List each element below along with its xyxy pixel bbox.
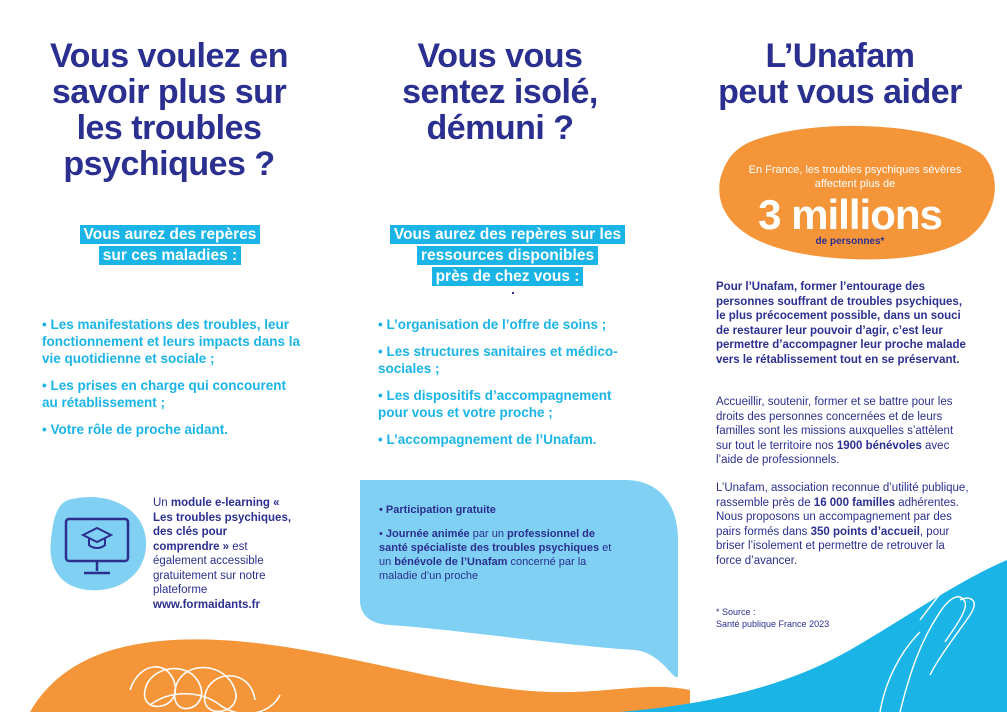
card-text-part: par un — [469, 528, 507, 540]
card-text-part: et un — [379, 542, 612, 568]
association-paragraph — [716, 481, 971, 568]
card-item-day — [379, 527, 619, 583]
col1-highlight-line: Vous aurez des repères — [80, 225, 261, 244]
col1-title-line: les troubles — [76, 109, 262, 147]
mission-paragraph: Pour l’Unafam, former l’entourage des personnes souffrant de troubles psychiques, le plus précocement possible, dans un souci de restaurer leur pouvoir d’agir, c’est leur permettre d’accompagner leur proche malade vers le rétablissement tout en se préservant. — [716, 281, 966, 366]
volunteers-paragraph — [716, 395, 971, 468]
volunteers-count: 1900 bénévoles — [836, 439, 922, 452]
card-item-free: • Participation gratuite — [379, 504, 496, 516]
list-item: • Votre rôle de proche aidant. — [42, 422, 229, 437]
stat-unit: de personnes* — [815, 236, 885, 247]
col1-title-line: savoir plus sur — [51, 73, 287, 111]
computer-icon — [48, 495, 148, 593]
card-text-part: bénévole de l’Unafam — [394, 556, 508, 568]
stat-intro: En France, les troubles psychiques sévères affectent plus de — [748, 164, 962, 190]
source-line: Santé publique France 2023 — [716, 619, 830, 629]
card-text-part: professionnel de santé spécialiste des troubles psychiques — [379, 528, 600, 554]
card-text-part: Journée animée — [385, 528, 470, 540]
paragraph-part: adhérentes. Nous proposons un accompagnement par des pairs formés dans — [716, 496, 959, 538]
list-item: • Les structures sanitaires et médico-sociales ; — [378, 344, 618, 376]
source-line: * Source : — [716, 607, 756, 617]
col1-title — [24, 38, 314, 182]
reception-points: 350 points d’accueil — [810, 525, 920, 538]
col2-highlight — [375, 224, 640, 287]
paragraph-part: avec l’aide de professionnels. — [716, 439, 950, 466]
col1-title-line: Vous voulez en — [50, 37, 288, 75]
list-item: • Les dispositifs d’accompagnement pour vous et votre proche ; — [378, 388, 612, 420]
card-text-part: • — [379, 528, 386, 540]
list-item: • Les prises en charge qui concourent au rétablissement ; — [42, 378, 287, 410]
col2-highlight-line: près de chez vous : — [432, 267, 584, 286]
col2-title — [360, 38, 640, 146]
list-item: • L’accompagnement de l’Unafam. — [378, 432, 597, 447]
elearning-text — [153, 496, 293, 612]
list-item: • L’organisation de l’offre de soins ; — [378, 317, 607, 332]
col2-highlight-line: ressources disponibles — [417, 246, 598, 265]
stat-number: 3 millions — [758, 191, 942, 238]
elearning-module: module e-learning — [170, 497, 270, 509]
col3-title-line: L’Unafam — [765, 37, 915, 75]
source-note — [716, 606, 876, 630]
col1-highlight — [60, 224, 280, 266]
col1-title-line: psychiques ? — [63, 145, 275, 183]
list-item: • Les manifestations des troubles, leur fonctionnement et leurs impacts dans la vie quotidienne et sociale ; — [42, 317, 301, 366]
elearning-text-part: est également accessible gratuitement sur notre plateforme — [153, 540, 266, 596]
col2-title-line: sentez isolé, — [402, 73, 598, 111]
families-count: 16 000 familles — [813, 496, 895, 509]
paragraph-part: Accueillir, soutenir, former et se battre pour les droits des personnes concernées et de leurs familles sont les missions auxquelles s’attèlent sur tout le territoire nos — [716, 396, 954, 452]
col3-title-line: peut vous aider — [718, 73, 962, 111]
col1-bullet-list — [42, 316, 302, 448]
col1-highlight-line: sur ces maladies : — [99, 246, 241, 265]
col2-highlight-line: Vous aurez des repères sur les — [390, 225, 625, 244]
decorative-dot — [512, 292, 514, 294]
elearning-title: « Les troubles psychiques, des clés pour comprendre » — [153, 497, 292, 553]
col2-bullet-list — [378, 316, 638, 458]
elearning-text-part: Un — [153, 497, 171, 509]
paragraph-part: , pour briser l’isolement et permettre de retrouver la force d’avancer. — [716, 525, 950, 567]
col2-title-line: démuni ? — [426, 109, 574, 147]
col3-title — [690, 38, 990, 110]
paragraph-part: L’Unafam, association reconnue d’utilité publique, rassemble près de — [716, 482, 969, 509]
formaidants-link[interactable]: www.formaidants.fr — [153, 598, 260, 611]
col2-title-line: Vous vous — [417, 37, 583, 75]
info-card — [379, 503, 619, 593]
card-text-part: concerné par la maladie d’un proche — [379, 556, 587, 582]
